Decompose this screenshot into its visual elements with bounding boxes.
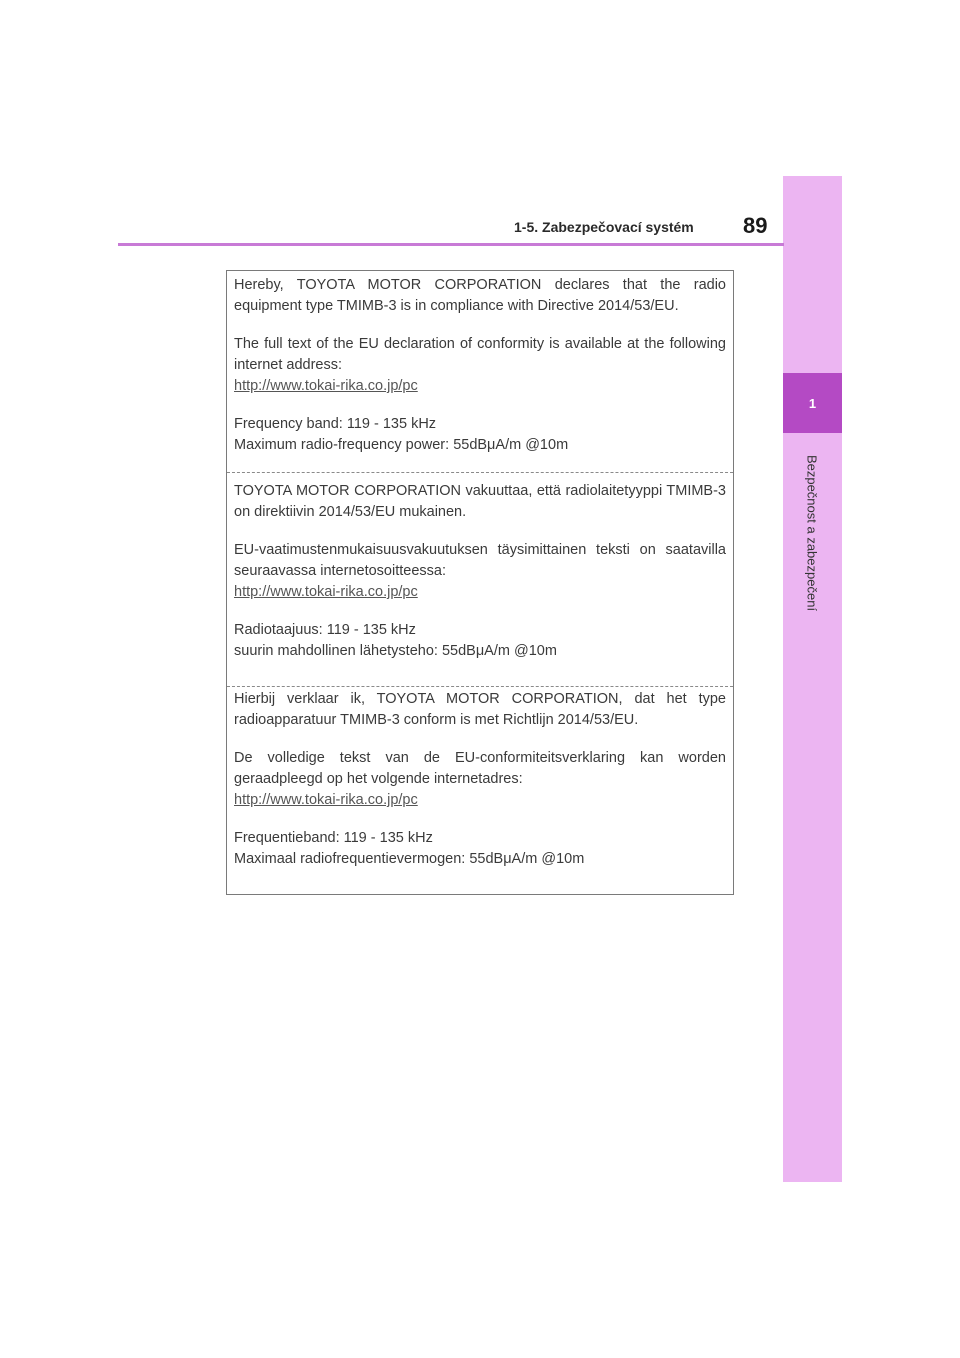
declaration-availability: De volledige tekst van de EU-conformiteitsverklaring kan worden geraadpleegd op het volgende internetadres: [234,750,726,787]
frequency-band: Radiotaajuus: 119 - 135 kHz [234,622,416,638]
max-power: Maximum radio-frequency power: 55dBμA/m @10m [234,437,569,453]
declaration-finnish [227,481,733,662]
declaration-intro: TOYOTA MOTOR CORPORATION vakuuttaa, että radiolaitetyyppi TMIMB-3 on direktiivin 2014/53/EU mukainen. [234,483,726,520]
block-separator [227,686,733,687]
page-number: 89 [743,213,768,238]
declaration-availability: The full text of the EU declaration of conformity is available at the following internet address: [234,336,726,373]
chapter-number: 1 [808,395,817,411]
section-title: 1-5. Zabezpečovací systém [514,219,694,235]
chapter-label: Bezpečnost a zabezpečení [804,454,820,612]
declaration-availability: EU-vaatimustenmukaisuusvakuutuksen täysimittainen teksti on saatavilla seuraavassa internetosoitteessa: [234,542,726,579]
declaration-table [226,270,734,895]
frequency-band: Frequentieband: 119 - 135 kHz [234,830,433,846]
declaration-dutch [227,689,733,870]
declaration-url-link[interactable]: http://www.tokai-rika.co.jp/pc [234,584,418,600]
declaration-url-link[interactable]: http://www.tokai-rika.co.jp/pc [234,378,418,394]
declaration-intro: Hierbij verklaar ik, TOYOTA MOTOR CORPORATION, dat het type radioapparatuur TMIMB-3 conform is met Richtlijn 2014/53/EU. [234,691,726,728]
chapter-number-box [783,373,842,433]
block-separator [227,472,733,473]
declaration-url-link[interactable]: http://www.tokai-rika.co.jp/pc [234,792,418,808]
declaration-intro: Hereby, TOYOTA MOTOR CORPORATION declares that the radio equipment type TMIMB-3 is in compliance with Directive 2014/53/EU. [234,277,726,314]
max-power: Maximaal radiofrequentievermogen: 55dBμA/m @10m [234,851,585,867]
chapter-side-tab [783,176,842,1182]
declaration-english [227,275,733,456]
max-power: suurin mahdollinen lähetysteho: 55dBμA/m @10m [234,643,557,659]
header-rule [118,243,784,246]
frequency-band: Frequency band: 119 - 135 kHz [234,416,437,432]
